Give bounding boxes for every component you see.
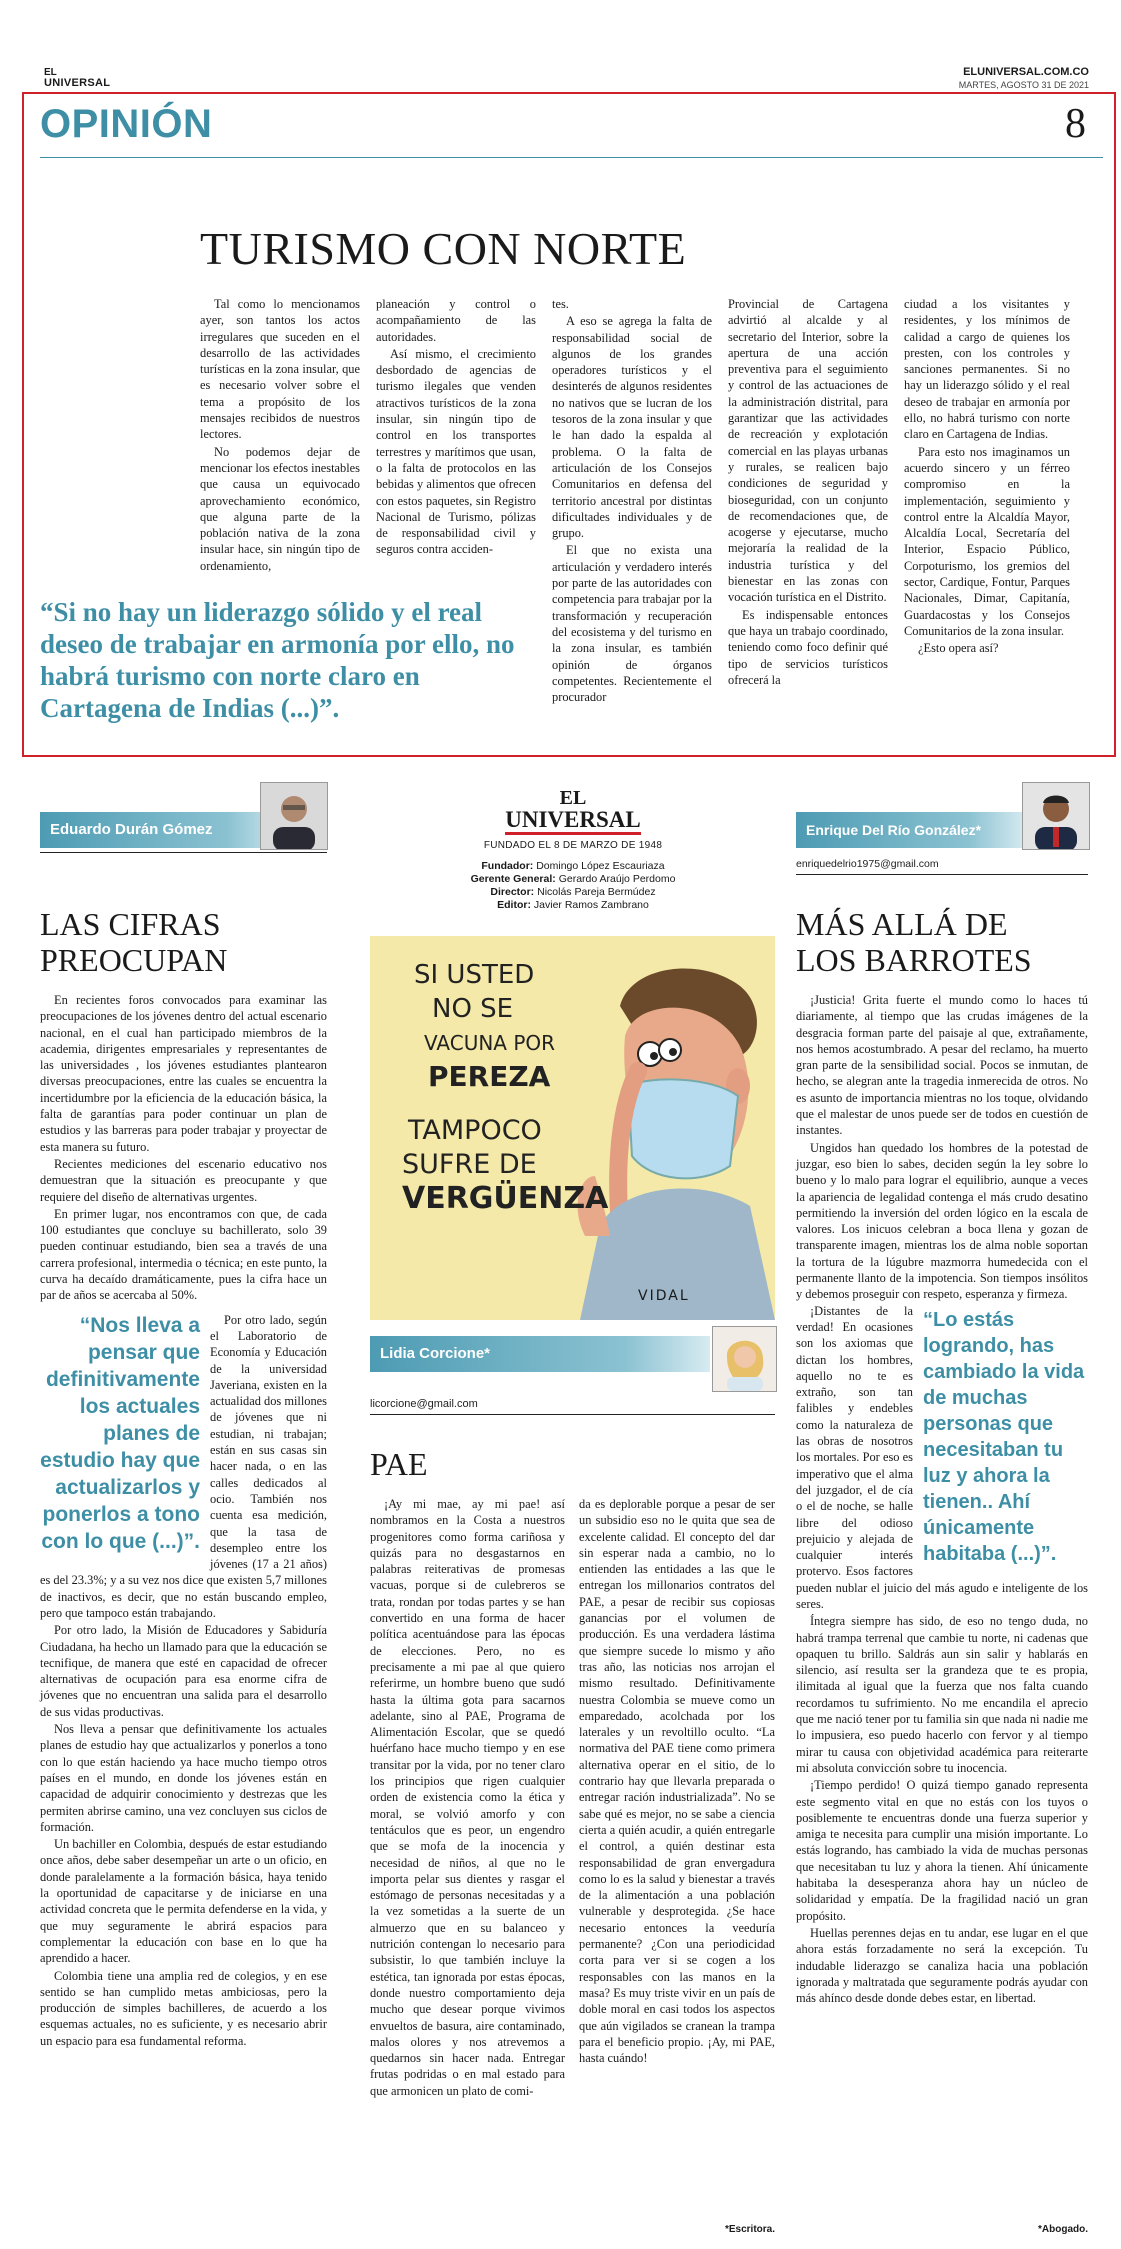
right-pull-quote: “Lo estás logrando, has cambiado la vida de muchas personas que necesitaban tu luz y ahora la tienen.. Ahí únicamente habitaba (...)”. [923,1308,1085,1565]
cartoon-line: NO SE [432,994,514,1024]
staff-line [420,886,726,899]
page-number: 8 [1065,101,1086,147]
masthead-logo-universal: UNIVERSAL [44,77,111,89]
left-rule [40,852,327,853]
center-rule [370,1414,775,1415]
right-paragraph: ¡Tiempo perdido! O quizá tiempo ganado representa este segmento vital en que no estás con los tuyos o posiblemente te encuentras donde una fuerza superior y amiga te necesita para cumplir una misión importante. Lo estás logrando, has cambiado la vida de muchas personas que necesitaban tu luz y ahora la tienen. Ahí únicamente habitaba la desesperanza ahora hay un núcleo de solidaridad y empatía. De la fragilidad nació un gran propósito. [796,1778,1088,1923]
author-name: Eduardo Durán Gómez [50,821,213,838]
center-logo [498,788,648,835]
center-founded: FUNDADO EL 8 DE MARZO DE 1948 [483,840,663,851]
right-paragraph: ¡Distantes de la verdad! En ocasiones son los axiomas que dictan los hombres, aquello no te es extraño, son tan falibles y endebles como la naturaleza de las obras de nosotros los mortales. Por eso es imperativo que el alma del juzgador, el de cía o el de noche, se halle libre del odioso prejuicio y alejada de cualquier interés protervo. Esos factores pueden nublar el juicio del más agudo e inteligente de los seres. [796,1303,1088,1611]
cartoon-text [402,958,612,1216]
editorial-col-4 [728,296,888,688]
editorial-paragraph: planeación y control o acompañamiento de las autoridades. [376,297,536,344]
masthead-site: ELUNIVERSAL.COM.CO [963,66,1089,78]
staff-line [420,860,726,873]
staff-role: Director: [490,886,535,898]
staff-name: Javier Ramos Zambrano [533,899,649,911]
editorial-paragraph: ciudad a los visitantes y residentes, y los mínimos de calidad a cargo de quienes los presten, con los controles y sanciones permanentes. Si no hay un liderazgo sólido y el real deseo de trabajar en armonía por ello, no habrá turismo con norte claro en Cartagena de Indias. [904,297,1070,442]
editorial-paragraph: Para esto nos imaginamos un acuerdo sincero y un férreo compromiso en la implementación, seguimiento y control entre la Alcaldía Mayor, Alcaldía Local, Secretaría del Interior, Espacio Público, Corpoturismo, los gremios del sector, Cardique, Fontur, Parques Nacionales, Dimar, Capitanía, Guardacostas y los Consejos Comunitarios de la zona insular. [904,444,1070,638]
center-article-col-2 [579,1496,775,2066]
editorial-paragraph: tes. [552,297,569,311]
staff-line [420,899,726,912]
right-author-email[interactable]: enriquedelrio1975@gmail.com [796,858,939,870]
left-title-line-2: PREOCUPAN [40,942,228,978]
author-photo-left [260,782,328,850]
left-title [40,906,227,978]
author-name: Enrique Del Río González* [806,822,982,838]
editorial-cartoon [370,936,775,1320]
right-paragraph: ¡Justicia! Grita fuerte el mundo como lo haces tú diariamente, al tiempo que las crudas imágenes de la desgracia forman parte del paisaje al que, extrañamente, nos hemos acostumbrado. A pesar del reclamo, ha muerto gran parte de la sensibilidad social. Pocos se inmutan, de hecho, se alegran ante la tragedia inmerecida de otros. No es asunto de importancia mientras no los toque, olvidando que el malestar de unos puede ser de todos en cuestión de instantes. [796,993,1088,1138]
right-title-line-1: MÁS ALLÁ DE [796,906,1008,942]
masthead-logo [44,68,110,88]
staff-role: Fundador: [481,860,534,872]
left-article [40,992,327,2049]
editorial-col-5 [904,296,1070,657]
right-title-line-2: LOS BARROTES [796,942,1032,978]
center-article-col-1 [370,1496,565,2099]
center-footnote: *Escritora. [724,2224,775,2235]
left-paragraph: Un bachiller en Colombia, después de estar estudiando once años, debe saber desempeñar un arte o un oficio, en donde paralelamente a la formación básica, haya tenido la oportunidad de capacitarse y de iniciarse en una actividad concreta que le permita defenderse en la vida, y que muy seguramente le abrirá espacios para complementar la educación con base en lo que ha aprendido a hacer. [40,1837,327,1966]
center-paragraph: da es deplorable porque a pesar de ser un subsidio eso no le quita que sea de excelente calidad. El concepto del dar sin esperar nada a cambio, no lo entienden las entidades a las que le entregan los millonarios contratos del PAE, a pesar de recibir sus copiosas ganancias por el volumen de producción. Es una verdadera lástima que siempre sucede lo mismo y año tras año, las noticias nos arrojan el mismo resultado. Definitivamente nuestra Colombia se mueve como un emparedado, acolchada por los laterales y un revoltillo oculto. “La normativa del PAE tiene como primera alternativa operar en el sitio, de lo contrario hay que llevarla preparada o entregar ración industrializada”. No se sabe qué es mejor, no se sabe a ciencia cierta a quién acudir, a quién entregarle el control, a quién destinar esta responsabilidad de gran envergadura como lo es la salud y bienestar a través de la alimentación a una población vulnerable y desprotegida. ¿Se hace necesario entonces la veeduría permanente? ¿Con una periodicidad corta para ver si se cogen a los responsables con las manos en la masa? Es muy triste vivir en un país de doble moral en casi todos los aspectos que aún vigilados se cranean la trampa para el beneficio propio. ¡Ay, mi PAE, hasta cuándo! [579,1497,775,2066]
cartoon-signature: VIDAL [638,1288,690,1304]
author-portrait-icon [713,1327,776,1391]
editorial-paragraph: Provincial de Cartagena advirtió al alcalde y al secretario del Interior, sobre la apertura de una acción preventiva para el seguimiento y control de las actuaciones de la administración distrital, para garantizar que las actividades de recreación y explotación comercial en las playas urbanas y rurales, se realicen bajo condiciones de seguridad y bioseguridad, con un conjunto de recomendaciones que, de acogerse y ejecutarse, mucho mejoraría la realidad de la industria turística y del bienestar en las zonas con vocación turística en el Distrito. [728,297,888,605]
right-rule [796,874,1088,875]
cartoon-line: VERGÜENZA [402,1181,609,1216]
editorial-col-1 [200,296,360,574]
author-band-left [40,812,290,848]
left-paragraph: Nos lleva a pensar que definitivamente los actuales planes de estudio hay que actualizarlos y ponerlos a tono con lo que están haciendo ya hace mucho tiempo otros países en el mundo, en donde los jóvenes están en capacidad de adquirir conocimiento y destrezas que les permiten abrirse camino, una vez concluyen sus ciclos de formación. [40,1722,327,1834]
section-name: OPINIÓN [40,102,213,146]
author-portrait-icon [1023,783,1089,849]
editorial-paragraph: No podemos dejar de mencionar los efectos inestables que causa un equivocado aprovechamiento económico, que alguna parte de la población nativa de la zona insular hace, sin ningún tipo de ordenamiento, [200,444,360,573]
staff-name: Gerardo Araújo Perdomo [558,873,676,885]
center-logo-universal: UNIVERSAL [505,808,640,835]
right-paragraph: Íntegra siempre has sido, de eso no tengo duda, no habrá trampa terrenal que cambie tu norte, ni cadenas que opaquen tu brillo. Saldrás aun sin salir y hablarás en silencio, así resulta ser la grandeza que te es propia, ilimitada al igual que la fuerza que nos falta cuando recordamos tu sufrimiento. No me encandila el aprecio que me nació tener por tu familia sin que nada ni nadie me lo impusiera, eso puedo hacerlo con fervor y al tiempo mirar tu causa con objetividad académica para reiterarte mi absoluta convicción sobre tu inocencia. [796,1614,1088,1775]
center-title: PAE [370,1446,428,1482]
left-paragraph: Por otro lado, según el Laboratorio de Economía y Educación de la universidad Javeriana, existen en la actualidad dos millones de jóvenes que ni estudian, ni trabajan; están en sus casas sin hacer nada, o en las calles dedicados al ocio. También nos cuenta esa medición, que la tasa de desempleo entre los jóvenes (17 a 21 años) es del 23.3%; y a su vez nos dice que existen 5,7 millones de inactivos, es decir, que no están buscando empleo, pero que tampoco están trabajando. [40,1312,327,1620]
cartoon-line: VACUNA POR [424,1031,556,1055]
editorial-paragraph: El que no exista una articulación y verdadero interés por parte de las autoridades con competencia para trabajar por la transformación y recuperación del ecosistema y del turismo en la zona insular, es también opinión de órganos competentes. Recientemente el procurador [552,543,712,705]
cartoon-line: PEREZA [428,1060,551,1093]
left-paragraph: En recientes foros convocados para examinar las preocupaciones de los jóvenes dentro del actual escenario nacional, en el cual han participado miembros de la academia, dirigentes empresariales y representantes de las universidades , los jóvenes estudiantes plantearon diversas preocupaciones, entre las cuales se encuentra la incertidumbre por la eficiencia de la educación básica, la falta de garantías para poder continuar un plan de estudios y las barreras para poder trabajar y proyectar de esta manera su futuro. [40,993,327,1154]
staff-name: Nicolás Pareja Bermúdez [537,886,656,898]
masthead-date: MARTES, AGOSTO 31 DE 2021 [958,80,1089,90]
left-paragraph: Recientes mediciones del escenario educativo nos demuestran que la situación es preocupante y que requiere del diseño de alternativas urgentes. [40,1156,327,1204]
masthead-logo-el: EL [44,67,57,78]
editorial-paragraph: Es indispensable entonces que haya un trabajo coordinado, teniendo como foco definir qué tipo de servicios turísticos ofrecerá la [728,607,888,687]
author-photo-center [712,1326,777,1392]
right-footnote: *Abogado. [1038,2224,1088,2235]
left-pull-quote: “Nos lleva a pensar que definitivamente los actuales planes de estudio hay que actualizarlos y ponerlos a tono con lo que (...)”. [40,1313,200,1553]
right-paragraph: Huellas perennes dejas en tu andar, ese lugar en el que ahora estás forzadamente no será la excepción. Tu indudable liderazgo se canaliza hacia una población ignorada y maltratada que seguramente podrás ayudar con más ahínco desde donde debes estar, en libertad. [796,1925,1088,2006]
author-name: Lidia Corcione* [380,1345,491,1362]
staff-name: Domingo López Escauriaza [536,860,665,872]
author-band-right [796,812,1026,848]
left-paragraph: Por otro lado, la Misión de Educadores y Sabiduría Ciudadana, ha hecho un llamado para que la educación se tecnifique, de manera que esté en capacidad de ofrecer alternativas de ocupación para esa enorme cifra de jóvenes que no encuentran una salida para el desarrollo de sus vidas productivas. [40,1623,327,1719]
center-staff [420,860,726,912]
editorial-paragraph: Tal como lo mencionamos ayer, son tantos los actos irregulares que suceden en el desarrollo de las actividades turísticas en la zona insular, que es necesario volver sobre el tema a propósito de los mensajes recibidos de nuestros lectores. [200,297,360,442]
staff-role: Editor: [497,899,531,911]
right-title [796,906,1032,978]
author-portrait-icon [261,783,327,849]
section-rule [40,157,1103,158]
staff-line [420,873,726,886]
editorial-paragraph: A eso se agrega la falta de responsabilidad social de algunos de los grandes operadores turísticos y el desinterés de algunos residentes no nativos que se lucran de los tesoros de la zona insular y que le han dado la espalda al problema. O la falta de articulación de los Consejos Comunitarios en defensa del territorio ancestral por distintas dificultades individuales y de grupo. [552,314,712,541]
cartoon-line: SUFRE DE [402,1149,537,1180]
editorial-title: TURISMO CON NORTE [200,223,687,274]
editorial-pull-quote: “Si no hay un liderazgo sólido y el real deseo de trabajar en armonía por ello, no habrá turismo con norte claro en Cartagena de Indias (...)”. [40,597,515,723]
right-article [796,992,1088,2006]
center-author-email[interactable]: licorcione@gmail.com [370,1398,478,1410]
editorial-col-2 [376,296,536,558]
center-paragraph: ¡Ay mi mae, ay mi pae! así nombramos en la Costa a nuestros progenitores como forma cariñosa y quizás para no desgastarnos en palabras reiterativas de promesas vacuas, porque si de culebreros se trata, rondan por todas partes y se han convertido en una forma de hacer política acentuándose para las épocas de elecciones. Pero, no es precisamente a mi pae al que quiero referirme, un hombre bueno que sudó hasta la última gota para sacarnos adelante, sino al PAE, Programa de Alimentación Escolar, que se quedó huérfano hace mucho tiempo y en ese transitar por la vida, por no tener claro los principios que rigen cualquier orden de existencia como la ética y moral, se volvió amorfo y con tentáculos que es peor, un engendro que se mofa de la inocencia y necesidad de niños, al que no le importa pelar sus dientes y rasgar el estómago de personas necesitadas y a la vez sometidas a la suerte de un almuerzo que en su balanceo y nutrición contengan lo necesario para subsistir, lo que también incluye la estética, tan ignorada por estas épocas, donde nuestro comportamiento deja mucho que desear porque vivimos envueltos de basura, aire contaminado, malos olores y nos atrevemos a quedarnos sin hacer nada. Entregar frutas podridas o en mal estado para que armonicen un plato de comi- [370,1497,565,2098]
author-photo-right [1022,782,1090,850]
left-title-line-1: LAS CIFRAS [40,906,221,942]
editorial-paragraph: ¿Esto opera así? [918,641,999,656]
author-band-center [370,1336,710,1372]
cartoon-line: SI USTED [414,960,535,990]
center-logo-el: EL [559,787,587,809]
staff-role: Gerente General: [470,873,556,885]
left-paragraph: Colombia tiene una amplia red de colegios, y en ese sentido se han cumplido metas ambiciosas, pero la producción de simples bachilleres, de acuerdo a los esquemas actuales, no es suficiente, y es necesario abrir un espacio para esa fundamental reforma. [40,1968,327,2048]
right-paragraph: Ungidos han quedado los hombres de la potestad de juzgar, eso bien lo sabes, deciden según la ley sobre lo bueno y lo malo para lograr el equilibrio, aunque a veces la apariencia de legalidad contenga el más crudo desatino permitiendo la inversión del orden lógico en la escala de valores. Los inicuos celebran a boca llena y gozan de transparente imagen, mientras los de alma noble soportan la tortura de la lúgubre mazmorra humedecida con el permanente llanto de la impotencia. Son tiempos insólitos y debemos proseguir con respeto, esperanza y firmeza. [796,1140,1088,1302]
editorial-paragraph: Así mismo, el crecimiento desbordado de agencias de turismo ilegales que venden atractivos turísticos de la zona insular, sin ningún tipo de control en los transportes terrestres y marítimos que usan, o la falta de protocolos en las bebidas y alimentos que ofrecen con estos paquetes, sin Registro Nacional de Turismo, pólizas de responsabilidad civil y seguros contra acciden- [376,346,536,557]
left-paragraph: En primer lugar, nos encontramos con que, de cada 100 estudiantes que concluye su bachillerato, solo 39 pueden continuar estudiando, bien sea a través de una carrera profesional, intermedia o técnica; en este punto, la curva ha decaído dramáticamente, pues la cifra hace un par de años se acercaba al 50%. [40,1206,327,1303]
editorial-col-3 [552,296,712,705]
cartoon-line: TAMPOCO [408,1115,542,1146]
